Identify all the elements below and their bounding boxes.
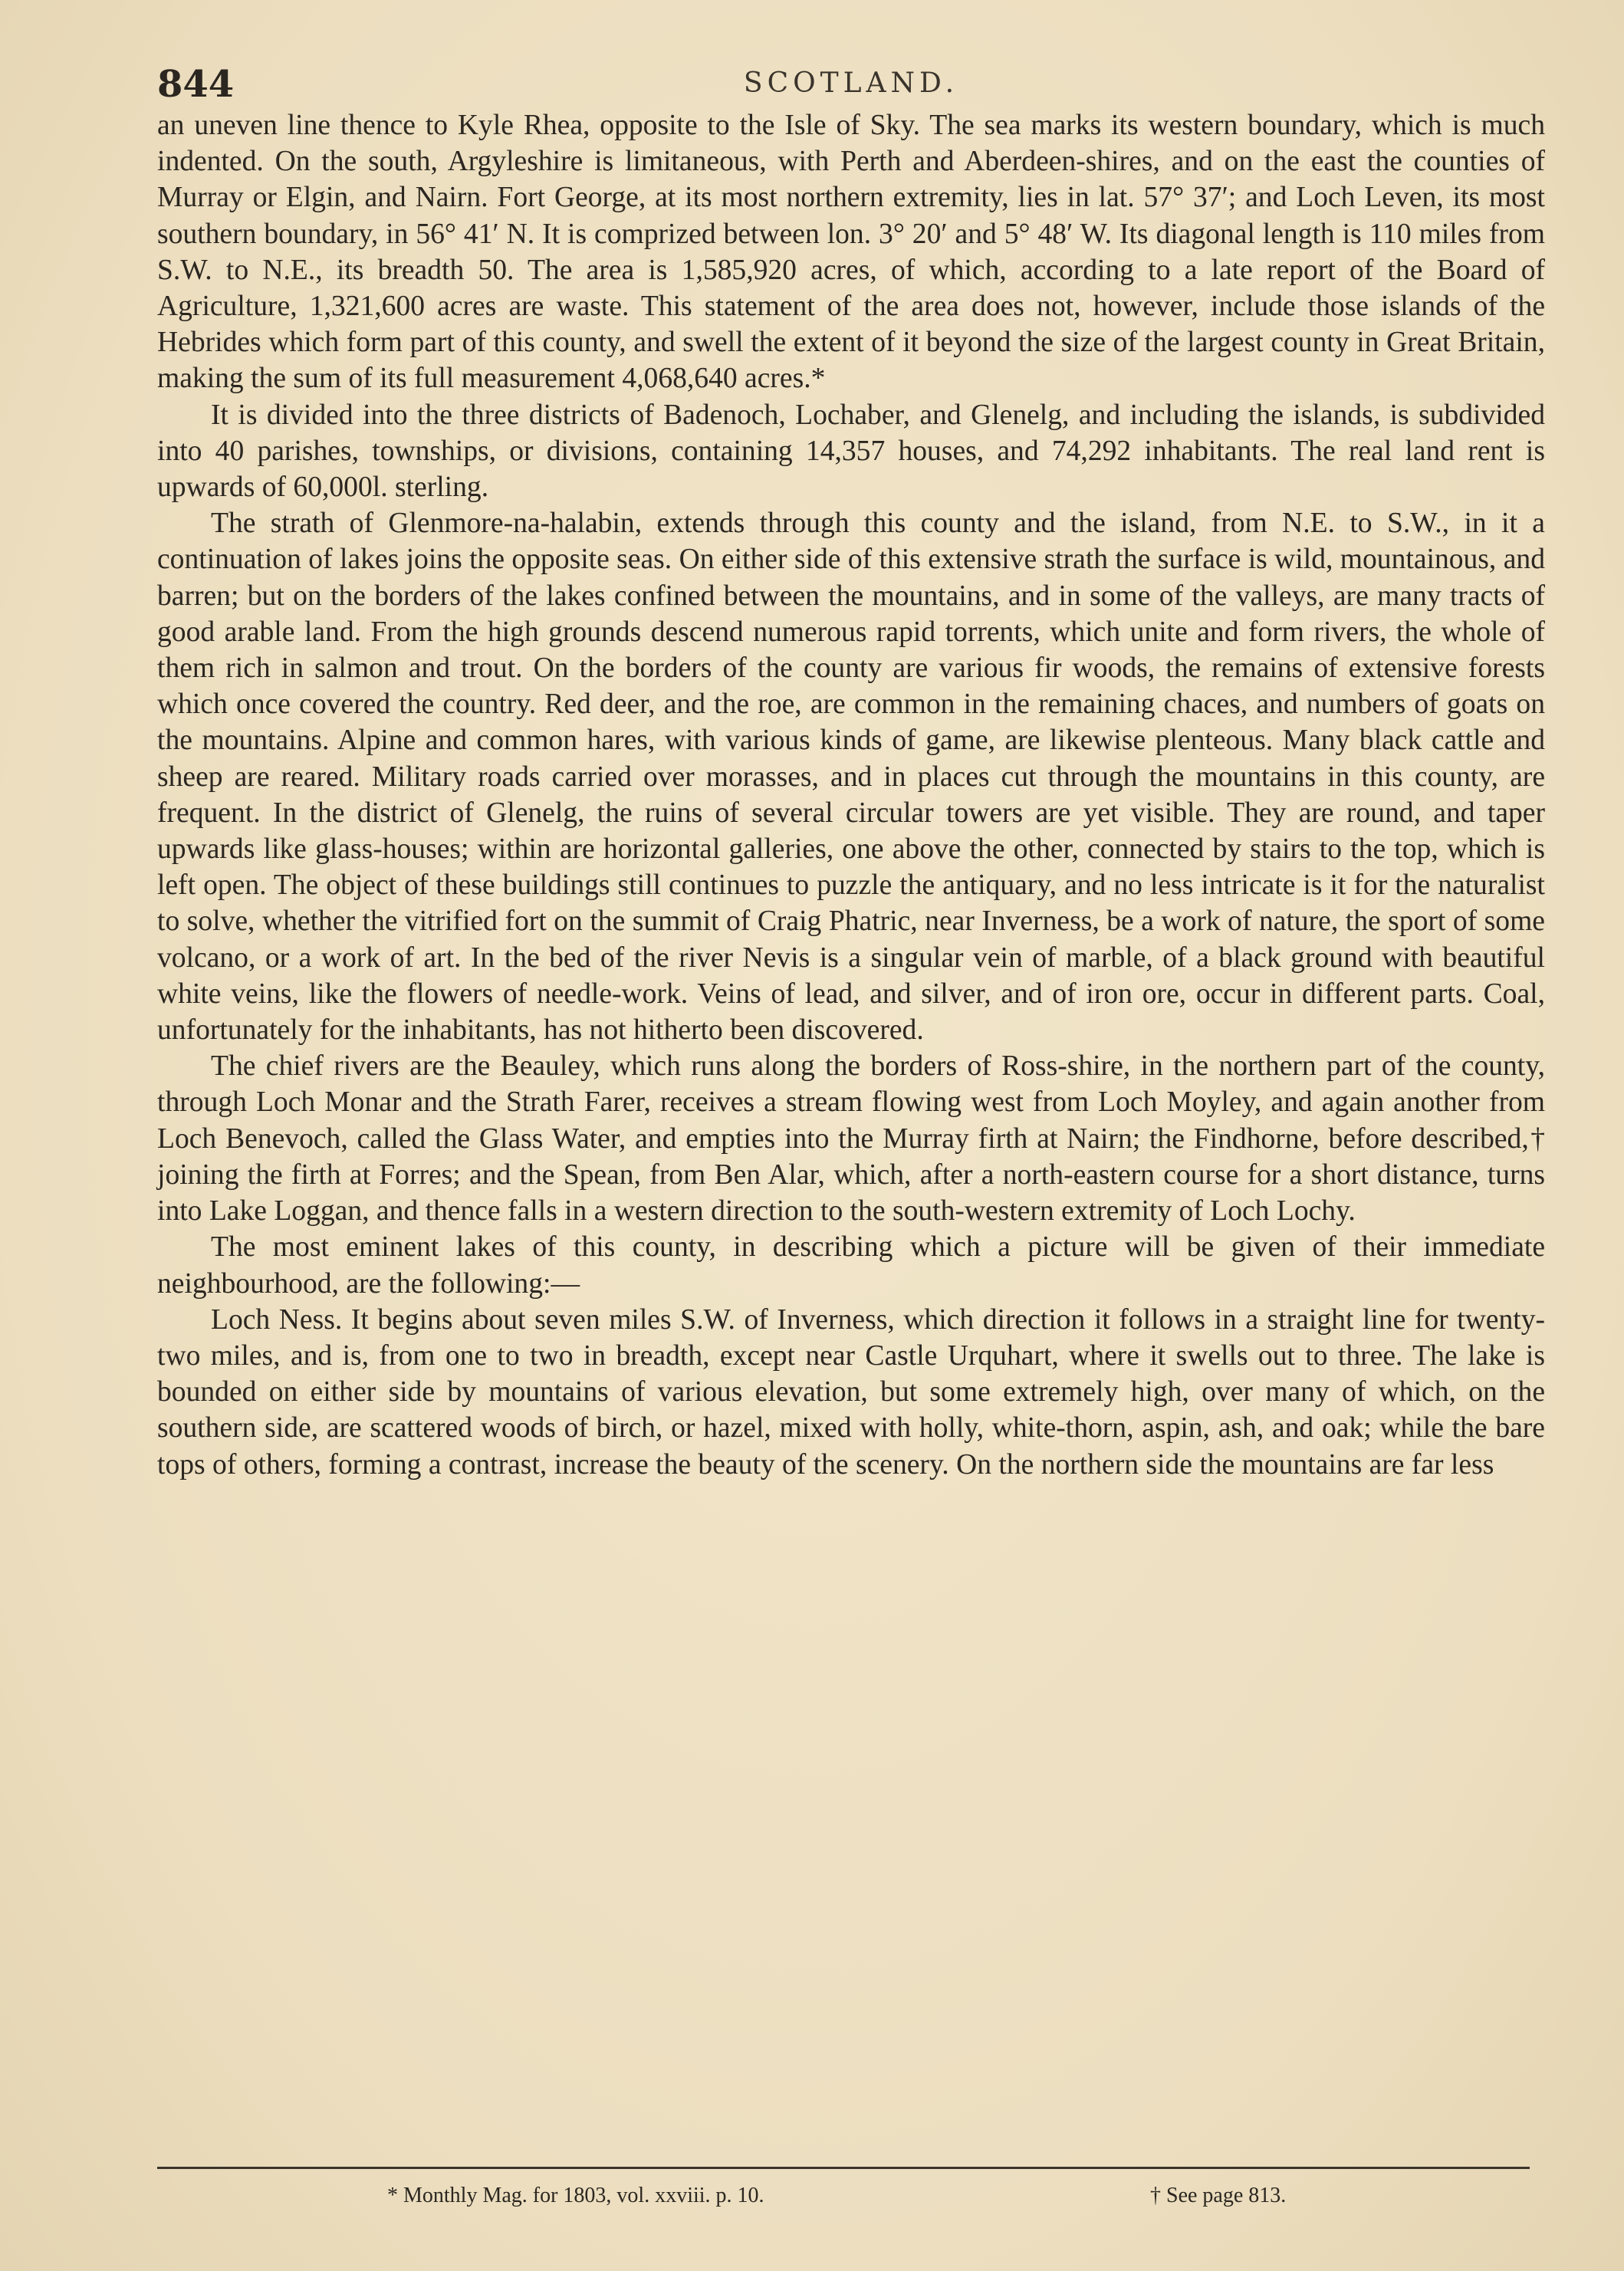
page-header [157,63,1545,109]
page-number: 844 [157,63,235,106]
running-title: SCOTLAND. [743,67,959,99]
paragraph-strath: The strath of Glenmore-na-halabin, extends through this county and the island, from N.E. to S.W., in it a continuation of lakes joins the opposite seas. On either side of this extensive strath the surface is wild, mountainous, and barren; but on the borders of the lakes confined between the mountains, and in some of the valleys, are many tracts of good arable land. From the high grounds descend numerous rapid torrents, which unite and form rivers, the whole of them rich in salmon and trout. On the borders of the county are various fir woods, the remains of extensive forests which once covered the country. Red deer, and the roe, are common in the remaining chaces, and numbers of goats on the mountains. Alpine and common hares, with various kinds of game, are likewise plenteous. Many black cattle and sheep are reared. Military roads carried over morasses, and in places cut through the mountains in this county, are frequent. In the district of Glenelg, the ruins of several circular towers are yet visible. They are round, and taper upwards like glass-houses; within are horizontal galleries, one above the other, connected by stairs to the top, which is left open. The object of these buildings still continues to puzzle the antiquary, and no less intricate is it for the naturalist to solve, whether the vitrified fort on the summit of Craig Phatric, near Inverness, be a work of nature, the sport of some volcano, or a work of art. In the bed of the river Nevis is a singular vein of marble, of a black ground with beautiful white veins, like the flowers of needle-work. Veins of lead, and silver, and of iron ore, occur in different parts. Coal, unfortunately for the inhabitants, has not hitherto been discovered. [157,508,1545,1047]
paragraph-continued: an uneven line thence to Kyle Rhea, opposite to the Isle of Sky. The sea marks its western boundary, which is much indented. On the south, Argyleshire is limitaneous, with Perth and Aberdeen-shires, and on the east the counties of Murray or Elgin, and Nairn. Fort George, at its most northern extremity, lies in lat. 57° 37′; and Loch Leven, its most southern boundary, in 56° 41′ N. It is comprized between lon. 3° 20′ and 5° 48′ W. Its diagonal length is 110 miles from S.W. to N.E., its breadth 50. The area is 1,585,920 acres, of which, according to a late report of the Board of Agriculture, 1,321,600 acres are waste. This statement of the area does not, however, include those islands of the Hebrides which form part of this county, and swell the extent of it beyond the size of the largest county in Great Britain, making the sum of its full measurement 4,068,640 acres.* [157,110,1545,395]
paragraph-lakes-intro: The most eminent lakes of this county, in describing which a picture will be given of their immediate neighbourhood, are the following:— [157,1231,1545,1300]
footnote-see-page: † See page 813. [1150,2184,1287,2207]
paragraph-districts: It is divided into the three districts of Badenoch, Lochaber, and Glenelg, and including the islands, is subdivided into 40 parishes, townships, or divisions, containing 14,357 houses, and 74,292 inhabitants. The real land rent is upwards of 60,000l. sterling. [157,399,1545,504]
footnote-divider [157,2167,1530,2169]
paragraph-loch-ness: Loch Ness. It begins about seven miles S.W. of Inverness, which direction it follows in a straight line for twenty-two miles, and is, from one to two in breadth, except near Castle Urquhart, where it swells out to three. The lake is bounded on either side by mountains of various elevation, but some extremely high, over many of which, on the southern side, are scattered woods of birch, or hazel, mixed with holly, white-thorn, aspin, ash, and oak; while the bare tops of others, forming a contrast, increase the beauty of the scenery. On the northern side the mountains are far less [157,1303,1545,1481]
paragraph-rivers: The chief rivers are the Beauley, which runs along the borders of Ross-shire, in the northern part of the county, through Loch Monar and the Strath Farer, receives a stream flowing west from Loch Moyley, and again another from Loch Benevoch, called the Glass Water, and empties into the Murray firth at Nairn; the Findhorne, before described,† joining the firth at Forres; and the Spean, from Ben Alar, which, after a north-eastern course for a short distance, turns into Lake Loggan, and thence falls in a western direction to the south-western extremity of Loch Lochy. [157,1050,1545,1228]
footnote-monthly-mag: * Monthly Mag. for 1803, vol. xxviii. p. 10. [387,2184,764,2207]
body-text [157,107,1545,1483]
footnotes [157,2184,1545,2214]
